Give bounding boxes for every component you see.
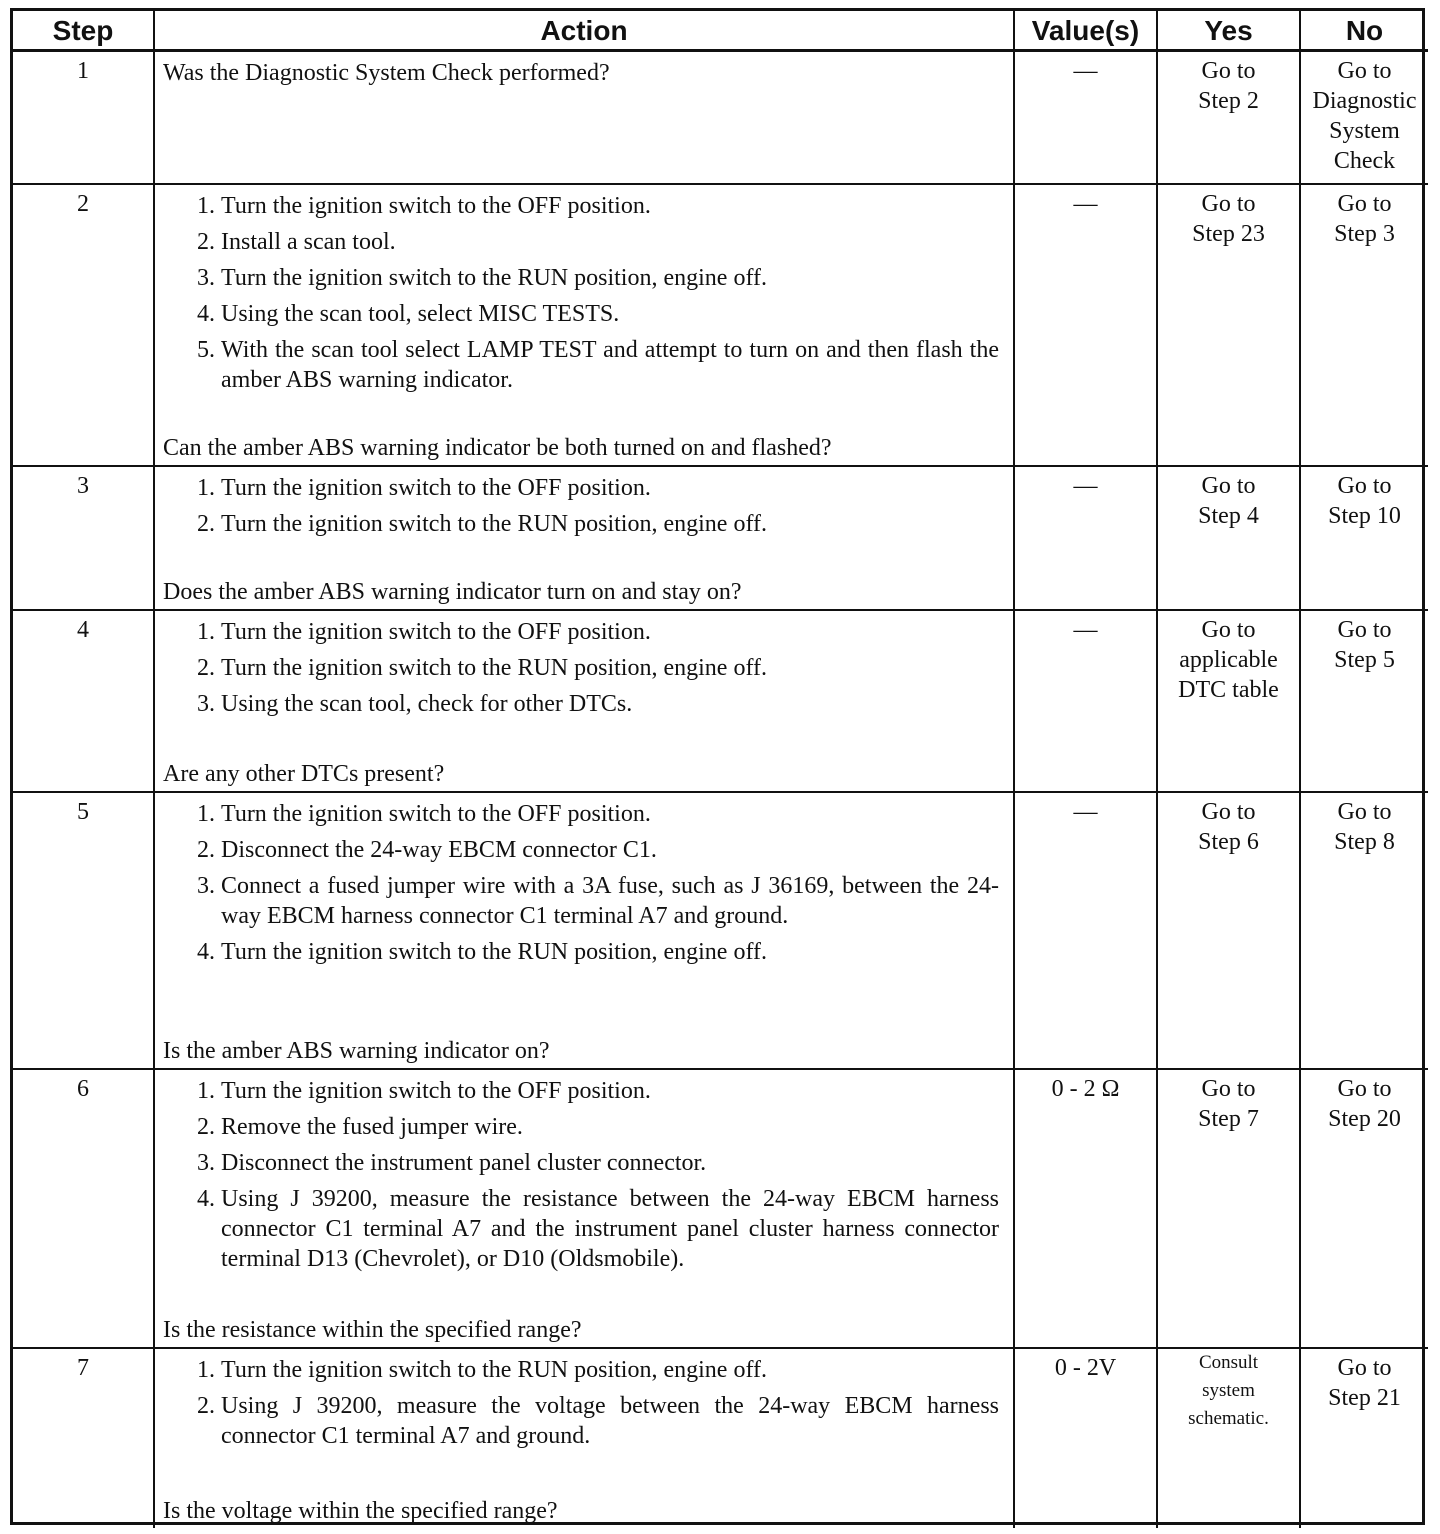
- header-yes: Yes: [1158, 11, 1301, 52]
- question-text: Does the amber ABS warning indicator turn on and stay on?: [163, 579, 742, 605]
- yes-action: [1158, 185, 1301, 467]
- action-cell: [155, 467, 1015, 611]
- instruction-item: [163, 871, 999, 931]
- instruction-item: [163, 509, 999, 539]
- action-cell: [155, 611, 1015, 793]
- action-cell: [155, 185, 1015, 467]
- instruction-number: 2.: [197, 655, 215, 681]
- instruction-text: Disconnect the 24-way EBCM connector C1.: [221, 837, 657, 863]
- action-content: [155, 611, 1013, 791]
- action-cell: [155, 52, 1015, 185]
- yes-line: DTC table: [1178, 677, 1279, 703]
- no-action: [1301, 52, 1428, 185]
- action-cell: [155, 1070, 1015, 1349]
- instruction-number: 3.: [197, 1150, 215, 1176]
- instruction-item: [163, 1184, 999, 1274]
- no-line: Diagnostic: [1312, 88, 1417, 114]
- no-line: Step 20: [1328, 1106, 1401, 1132]
- no-line: Step 10: [1328, 503, 1401, 529]
- yes-line: Go to: [1201, 1076, 1256, 1102]
- no-line: Go to: [1337, 473, 1392, 499]
- no-line: Go to: [1337, 617, 1392, 643]
- instruction-text: Using the scan tool, select MISC TESTS.: [221, 301, 620, 327]
- yes-line: system: [1202, 1380, 1255, 1401]
- instruction-number: 4.: [197, 939, 215, 965]
- instruction-number: 2.: [197, 229, 215, 255]
- yes-action: [1158, 1349, 1301, 1528]
- no-line: Step 3: [1334, 221, 1395, 247]
- yes-line: Step 2: [1198, 88, 1259, 114]
- no-line: Go to: [1337, 1076, 1392, 1102]
- no-line: Go to: [1337, 191, 1392, 217]
- header-no: No: [1301, 11, 1428, 52]
- instruction-text: Using J 39200, measure the voltage between the 24-way EBCM harness connector C1 terminal A7 and ground.: [221, 1393, 999, 1449]
- value-cell: —: [1015, 467, 1158, 611]
- step-number: 5: [13, 793, 155, 1070]
- no-action: [1301, 793, 1428, 1070]
- instruction-item: [163, 1148, 999, 1178]
- no-action: [1301, 1349, 1428, 1528]
- instruction-number: 1.: [197, 619, 215, 645]
- instruction-text: Remove the fused jumper wire.: [221, 1114, 523, 1140]
- instruction-text: Install a scan tool.: [221, 229, 396, 255]
- question-text: Can the amber ABS warning indicator be both turned on and flashed?: [163, 435, 832, 461]
- instruction-number: 2.: [197, 1393, 215, 1419]
- value-cell: —: [1015, 185, 1158, 467]
- instruction-item: [163, 1076, 999, 1106]
- yes-line: Step 4: [1198, 503, 1259, 529]
- header-step: Step: [13, 11, 155, 52]
- header-values: Value(s): [1015, 11, 1158, 52]
- question-text: Was the Diagnostic System Check performed?: [163, 60, 610, 86]
- instruction-item: [163, 835, 999, 865]
- value-cell: —: [1015, 52, 1158, 185]
- yes-line: applicable: [1179, 647, 1278, 673]
- instruction-item: [163, 263, 999, 293]
- question-text: Is the voltage within the specified range?: [163, 1498, 558, 1524]
- instruction-list: [163, 1076, 999, 1280]
- instruction-item: [163, 191, 999, 221]
- instruction-text: Turn the ignition switch to the RUN position, engine off.: [221, 511, 767, 537]
- instruction-number: 2.: [197, 511, 215, 537]
- instruction-number: 1.: [197, 1357, 215, 1383]
- instruction-item: [163, 473, 999, 503]
- step-number: 1: [13, 52, 155, 185]
- yes-line: Go to: [1201, 191, 1256, 217]
- question-text: Are any other DTCs present?: [163, 761, 445, 787]
- instruction-number: 3.: [197, 691, 215, 717]
- instruction-item: [163, 689, 999, 719]
- yes-line: Step 7: [1198, 1106, 1259, 1132]
- action-content: [155, 467, 1013, 609]
- question-text: Is the amber ABS warning indicator on?: [163, 1038, 550, 1064]
- instruction-text: Turn the ignition switch to the OFF position.: [221, 475, 651, 501]
- yes-action: [1158, 793, 1301, 1070]
- action-cell: [155, 1349, 1015, 1528]
- instruction-item: [163, 1112, 999, 1142]
- yes-line: Step 23: [1192, 221, 1265, 247]
- action-content: [155, 52, 1013, 183]
- step-number: 3: [13, 467, 155, 611]
- value-cell: 0 - 2 Ω: [1015, 1070, 1158, 1349]
- diagnostic-table: [10, 8, 1425, 1525]
- instruction-list: [163, 473, 999, 545]
- action-cell: [155, 793, 1015, 1070]
- yes-line: Step 6: [1198, 829, 1259, 855]
- instruction-item: [163, 799, 999, 829]
- no-line: Go to: [1337, 1355, 1392, 1381]
- action-content: [155, 185, 1013, 465]
- instruction-item: [163, 299, 999, 329]
- yes-line: Consult: [1198, 1352, 1259, 1373]
- no-line: Check: [1333, 148, 1396, 174]
- instruction-text: Turn the ignition switch to the OFF position.: [221, 193, 651, 219]
- instruction-number: 1.: [197, 193, 215, 219]
- no-line: Step 5: [1334, 647, 1395, 673]
- yes-line: Go to: [1201, 799, 1256, 825]
- instruction-list: [163, 191, 999, 401]
- no-action: [1301, 467, 1428, 611]
- instruction-item: [163, 335, 999, 395]
- instruction-text: Turn the ignition switch to the RUN position, engine off.: [221, 1357, 767, 1383]
- yes-line: schematic.: [1188, 1408, 1269, 1429]
- instruction-text: Turn the ignition switch to the RUN position, engine off.: [221, 939, 767, 965]
- instruction-text: Disconnect the instrument panel cluster connector.: [221, 1150, 707, 1176]
- no-line: Go to: [1337, 799, 1392, 825]
- instruction-number: 1.: [197, 475, 215, 501]
- instruction-text: With the scan tool select LAMP TEST and attempt to turn on and then flash the amber ABS warning indicator.: [221, 337, 999, 393]
- yes-action: [1158, 52, 1301, 185]
- instruction-text: Using J 39200, measure the resistance between the 24-way EBCM harness connector C1 terminal A7 and the instrument panel cluster harness connector terminal D13 (Chevrolet), or D10 (Oldsmobile).: [221, 1186, 999, 1272]
- instruction-text: Connect a fused jumper wire with a 3A fuse, such as J 36169, between the 24-way EBCM harness connector C1 terminal A7 and ground.: [221, 873, 999, 929]
- action-content: [155, 1070, 1013, 1347]
- instruction-item: [163, 1355, 999, 1385]
- no-action: [1301, 1070, 1428, 1349]
- instruction-list: [163, 1355, 999, 1457]
- yes-line: Go to: [1201, 473, 1256, 499]
- no-action: [1301, 185, 1428, 467]
- step-number: 7: [13, 1349, 155, 1528]
- step-number: 6: [13, 1070, 155, 1349]
- instruction-item: [163, 617, 999, 647]
- value-cell: 0 - 2V: [1015, 1349, 1158, 1528]
- instruction-number: 3.: [197, 265, 215, 291]
- yes-action: [1158, 467, 1301, 611]
- instruction-text: Turn the ignition switch to the RUN position, engine off.: [221, 265, 767, 291]
- yes-line: Go to: [1201, 617, 1256, 643]
- instruction-number: 4.: [197, 301, 215, 327]
- instruction-text: Turn the ignition switch to the RUN position, engine off.: [221, 655, 767, 681]
- question-text: Is the resistance within the specified range?: [163, 1317, 582, 1343]
- instruction-text: Using the scan tool, check for other DTCs.: [221, 691, 633, 717]
- instruction-list: [163, 617, 999, 725]
- action-content: [155, 1349, 1013, 1528]
- instruction-item: [163, 653, 999, 683]
- no-line: Go to: [1337, 58, 1392, 84]
- yes-action: [1158, 611, 1301, 793]
- no-line: System: [1329, 118, 1400, 144]
- instruction-number: 2.: [197, 1114, 215, 1140]
- instruction-number: 4.: [197, 1186, 215, 1212]
- no-action: [1301, 611, 1428, 793]
- instruction-text: Turn the ignition switch to the OFF position.: [221, 801, 651, 827]
- instruction-item: [163, 227, 999, 257]
- step-number: 2: [13, 185, 155, 467]
- value-cell: —: [1015, 793, 1158, 1070]
- instruction-text: Turn the ignition switch to the OFF position.: [221, 619, 651, 645]
- yes-action: [1158, 1070, 1301, 1349]
- instruction-item: [163, 937, 999, 967]
- instruction-number: 1.: [197, 1078, 215, 1104]
- step-number: 4: [13, 611, 155, 793]
- instruction-item: [163, 1391, 999, 1451]
- instruction-number: 5.: [197, 337, 215, 363]
- action-content: [155, 793, 1013, 1068]
- no-line: Step 21: [1328, 1385, 1401, 1411]
- no-line: Step 8: [1334, 829, 1395, 855]
- header-action: Action: [155, 11, 1015, 52]
- instruction-list: [163, 799, 999, 973]
- instruction-number: 1.: [197, 801, 215, 827]
- value-cell: —: [1015, 611, 1158, 793]
- instruction-text: Turn the ignition switch to the OFF position.: [221, 1078, 651, 1104]
- yes-line: Go to: [1201, 58, 1256, 84]
- instruction-number: 2.: [197, 837, 215, 863]
- instruction-number: 3.: [197, 873, 215, 899]
